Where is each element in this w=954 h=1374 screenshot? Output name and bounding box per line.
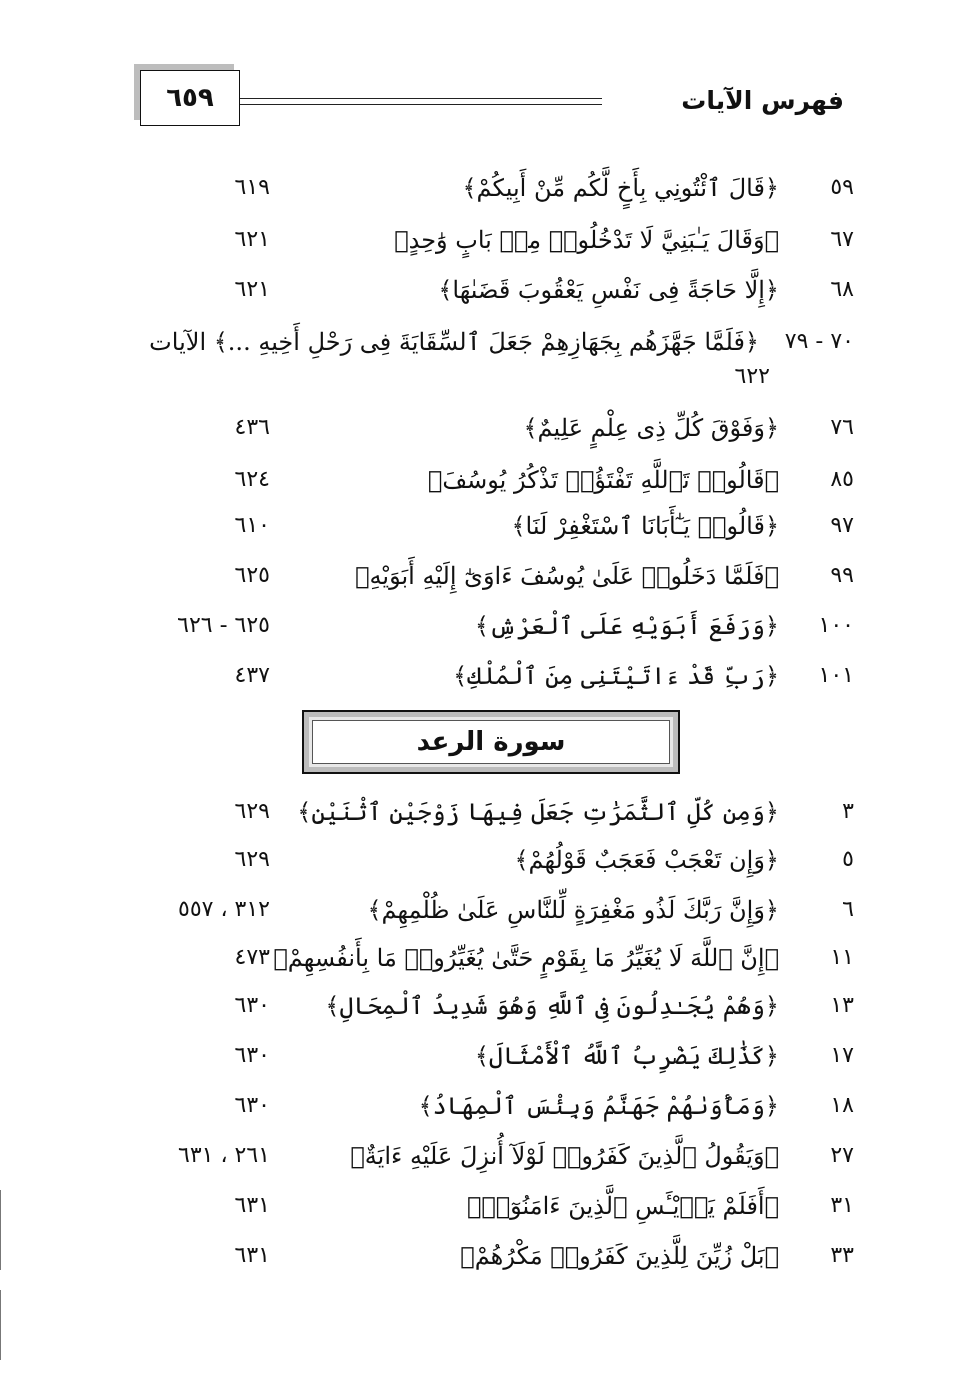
page-reference: ٦٣١ <box>234 1193 270 1218</box>
page-reference: ٤٧٣ <box>234 945 270 970</box>
page-number-box <box>140 70 240 126</box>
verse-text: ﴿بَلْ زُيِّنَ لِلَّذِينَ كَفَرُوا۟ مَكْرُهُمْ﴾ <box>460 1242 779 1270</box>
verse-number: ٦ <box>842 897 854 922</box>
verse-number: ٢٧ <box>830 1143 854 1168</box>
index-entry <box>0 986 954 1026</box>
index-entry <box>0 606 954 646</box>
page-reference: ٦٢٥ <box>234 563 270 588</box>
verse-number: ٨٥ <box>830 467 854 492</box>
index-entry <box>0 1236 954 1276</box>
index-entry <box>0 1136 954 1176</box>
verse-number: ٣٣ <box>830 1243 854 1268</box>
verse-text: ﴿وَيَقُولُ ٱلَّذِينَ كَفَرُوا۟ لَوْلَآ أُنزِلَ عَلَيْهِ ءَايَةٌ﴾ <box>350 1142 779 1170</box>
page-reference: ٦٣٠ <box>234 1093 270 1118</box>
index-entry <box>0 506 954 546</box>
page-reference: ٦٢١ <box>234 227 270 252</box>
index-entry <box>0 270 954 310</box>
verse-text: ﴿وَهُمْ يُجَـٰدِلُونَ فِى ٱللَّهِ وَهُوَ شَدِيدُ ٱلْمِحَالِ﴾ <box>325 992 779 1020</box>
verse-number: ٥٩ <box>830 175 854 200</box>
verse-number: ١٧ <box>830 1043 854 1068</box>
page-reference: ٦١٠ <box>234 513 270 538</box>
verse-number: ٦٨ <box>830 277 854 302</box>
verse-number: ١٠١ <box>818 663 854 688</box>
surah-title: سورة الرعد <box>416 727 566 757</box>
page-reference: ٦٢٤ <box>234 467 270 492</box>
verse-number: ١١ <box>830 945 854 970</box>
page-reference: ٣١٢ ، ٥٥٧ <box>178 897 270 922</box>
verse-text: ﴿رَبِّ قَدْ ءَاتَيْتَنِى مِنَ ٱلْمُلْكِ﴾ <box>453 662 779 690</box>
scan-edge-mark <box>0 1190 1 1270</box>
verse-text: ﴿أَفَلَمْ يَا۟يْـَٔسِ ٱلَّذِينَ ءَامَنُوٓا۟﴾ <box>466 1192 779 1220</box>
index-entry <box>0 460 954 500</box>
verse-text: ﴿وَقَالَ يَـٰبَنِيَّ لَا تَدْخُلُوا۟ مِنۢ بَابٍ وَٰحِدٍ﴾ <box>394 226 779 254</box>
index-entry <box>0 656 954 696</box>
index-entry <box>0 168 954 208</box>
scan-edge-mark <box>0 1290 1 1360</box>
surah-heading-inner <box>312 720 670 764</box>
verse-text: ﴿كَذَٰلِكَ يَضْرِبُ ٱللَّهُ ٱلْأَمْثَالَ﴾ <box>474 1042 779 1070</box>
page-number: ٦٥٩ <box>166 83 214 113</box>
verse-text: ﴿قَالُوا۟ يَـٰٓأَبَانَا ٱسْتَغْفِرْ لَنَا﴾ <box>511 512 779 540</box>
verse-text: ﴿وَإِن تَعْجَبْ فَعَجَبٌ قَوْلُهُمْ﴾ <box>514 846 779 874</box>
verse-number: ٦٧ <box>830 227 854 252</box>
verse-number: ٥ <box>842 847 854 872</box>
index-entry <box>0 938 954 978</box>
verse-text: ﴿وَفَوْقَ كُلِّ ذِى عِلْمٍ عَلِيمٌ﴾ <box>523 414 779 442</box>
index-entry <box>0 840 954 880</box>
index-entry <box>0 1186 954 1226</box>
page-reference: ٤٣٦ <box>234 415 270 440</box>
verse-number: ١٠٠ <box>818 613 854 638</box>
page-reference: ٤٣٧ <box>234 663 270 688</box>
verse-number: ٩٧ <box>830 513 854 538</box>
verse-number: ٧٦ <box>830 415 854 440</box>
verse-text: ﴿قَالُوا۟ تَٱللَّهِ تَفْتَؤُا۟ تَذْكُرُ يُوسُفَ﴾ <box>427 466 779 494</box>
surah-heading-box <box>302 710 680 774</box>
verse-range: ٧٠ - ٧٩ <box>784 329 854 354</box>
verse-number: ٣١ <box>830 1193 854 1218</box>
page-reference: ٦٢٥ - ٦٢٦ <box>177 613 270 638</box>
verse-text: ﴿فَلَمَّا دَخَلُوا۟ عَلَىٰ يُوسُفَ ءَاوَىٰٓ إِلَيْهِ أَبَوَيْهِ﴾ <box>355 562 779 590</box>
verse-number: ١٣ <box>830 993 854 1018</box>
verse-text: ﴿وَإِنَّ رَبَّكَ لَذُو مَغْفِرَةٍ لِّلنَّاسِ عَلَىٰ ظُلْمِهِمْ﴾ <box>367 896 779 924</box>
page-reference: ٦٢٩ <box>234 799 270 824</box>
verse-text: ﴿وَمِن كُلِّ ٱلثَّمَرَٰتِ جَعَلَ فِيهَا زَوْجَيْنِ ٱثْنَيْنِ﴾ <box>297 798 779 826</box>
page-reference: ٦٢٢ <box>734 364 770 389</box>
verse-number: ٩٩ <box>830 563 854 588</box>
page-reference: ٦١٩ <box>234 175 270 200</box>
page-reference: ٦٣١ <box>234 1243 270 1268</box>
page-reference: ٦٣٠ <box>234 1043 270 1068</box>
index-entry <box>0 556 954 596</box>
page-reference: ٦٣٠ <box>234 993 270 1018</box>
page-reference: ٢٦١ ، ٦٣١ <box>178 1143 270 1168</box>
verse-text: ﴿وَمَأْوَىٰهُمْ جَهَنَّمُ وَبِئْسَ ٱلْمِهَادُ﴾ <box>418 1092 779 1120</box>
page-reference: ٦٢١ <box>234 277 270 302</box>
header-rule-bottom <box>240 104 602 105</box>
index-entry <box>0 408 954 448</box>
page-title: فهرس الآيات <box>681 86 844 115</box>
index-entry <box>0 1086 954 1126</box>
verse-text: ﴿فَلَمَّا جَهَّزَهُم بِجَهَازِهِمْ جَعَلَ ٱلسِّقَايَةَ فِى رَحْلِ أَخِيهِ ...﴾ الآيات <box>149 328 759 356</box>
index-entry <box>0 792 954 832</box>
verse-text: ﴿قَالَ ٱئْتُونِي بِأَخٍ لَّكُم مِّنْ أَبِيكُمْ﴾ <box>462 174 779 202</box>
verse-number: ١٨ <box>830 1093 854 1118</box>
index-entry-wrapped <box>0 322 954 392</box>
index-entry <box>0 890 954 930</box>
index-entry <box>0 1036 954 1076</box>
verse-text: ﴿وَرَفَعَ أَبَوَيْهِ عَلَى ٱلْعَرْشِ﴾ <box>474 612 779 640</box>
index-entry <box>0 220 954 260</box>
verse-text: ﴿إِنَّ ٱللَّهَ لَا يُغَيِّرُ مَا بِقَوْمٍ حَتَّىٰ يُغَيِّرُوا۟ مَا بِأَنفُسِهِمْ﴾ <box>273 944 779 972</box>
page-reference: ٦٢٩ <box>234 847 270 872</box>
header-rule-top <box>240 98 602 99</box>
verse-number: ٣ <box>842 799 854 824</box>
verse-text: ﴿إِلَّا حَاجَةً فِى نَفْسِ يَعْقُوبَ قَضَىٰهَا﴾ <box>438 276 779 304</box>
